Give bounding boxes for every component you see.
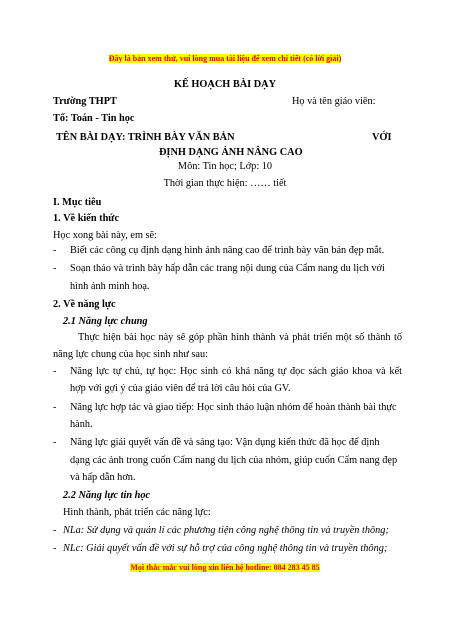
list-item-continuation: hành. — [70, 419, 93, 430]
lesson-title-line-2: ĐỊNH DẠNG ẢNH NÂNG CAO — [159, 147, 303, 158]
list-item: NLa: Sử dụng và quản lí các phương tiện công nghệ thông tin và truyền thông; — [63, 525, 389, 536]
duration: Thời gian thực hiện: …… tiết — [163, 178, 287, 189]
school-name: Trường THPT — [53, 96, 117, 107]
it-intro: Hình thành, phát triển các năng lực: — [63, 507, 211, 518]
knowledge-intro: Học xong bài này, em sẽ: — [53, 230, 157, 241]
section-it-competence: 2.2 Năng lực tin học — [63, 490, 151, 501]
section-general-competence: 2.1 Năng lực chung — [63, 316, 148, 327]
bullet: - — [53, 263, 57, 274]
list-item: Năng lực giải quyết vấn đề và sáng tạo: Vận dụng kiến thức đã học để định — [70, 437, 380, 448]
list-item: Biết các công cụ định dạng hình ảnh nâng cao để trình bày văn bản đẹp mắt. — [70, 245, 385, 256]
lesson-title-with: VỚI — [372, 132, 392, 143]
bullet: - — [53, 543, 57, 554]
hotline-notice: Mọi thắc mắc vui lòng xin liên hệ hotline: 084 283 45 85 — [130, 563, 320, 572]
subject-grade: Môn: Tin học; Lớp: 10 — [177, 161, 273, 172]
list-item: NLc: Giải quyết vấn đề với sự hỗ trợ của công nghệ thông tin và truyền thông; — [63, 543, 388, 554]
list-item-continuation: dạng các ảnh trong cuốn Cẩm nang du lịch của nhóm, giúp cuốn Cẩm nang đẹp — [70, 455, 398, 466]
bullet: - — [53, 525, 57, 536]
section-objectives: I. Mục tiêu — [53, 197, 102, 208]
teacher-name-label: Họ và tên giáo viên: — [292, 96, 376, 107]
general-intro-line-2: năng lực chung của học sinh như sau: — [53, 349, 208, 360]
list-item-continuation: hình ảnh minh hoạ. — [70, 281, 150, 292]
lesson-title-line-1: TÊN BÀI DẠY: TRÌNH BÀY VĂN BẢN — [56, 132, 235, 143]
list-item: Năng lực hợp tác và giao tiếp: Học sinh thảo luận nhóm để hoàn thành bài thực — [70, 402, 397, 413]
preview-notice: Đây là bản xem thử, vui lòng mua tài liệu để xem chi tiết (có lời giải) — [108, 54, 342, 63]
section-knowledge: 1. Về kiến thức — [53, 213, 120, 224]
general-intro-line-1: Thực hiện bài học này sẽ góp phần hình thành và phát triển một số thành tố — [78, 332, 402, 343]
list-item-continuation: hợp với gợi ý của giáo viên để trả lời câu hỏi của GV. — [70, 383, 291, 394]
bullet: - — [53, 245, 57, 256]
list-item-continuation: và hấp dẫn hơn. — [70, 472, 136, 483]
section-competence: 2. Về năng lực — [53, 299, 116, 310]
document-title: KẾ HOẠCH BÀI DẠY — [173, 79, 277, 90]
bullet: - — [53, 366, 57, 377]
list-item: Soạn thảo và trình bày hấp dẫn các trang nội dung của Cẩm nang du lịch với — [70, 263, 385, 274]
bullet: - — [53, 402, 57, 413]
list-item: Năng lực tự chủ, tự học: Học sinh có khả năng tự đọc sách giáo khoa và kết — [70, 366, 402, 377]
bullet: - — [53, 437, 57, 448]
department: Tổ: Toán - Tin học — [53, 113, 135, 124]
